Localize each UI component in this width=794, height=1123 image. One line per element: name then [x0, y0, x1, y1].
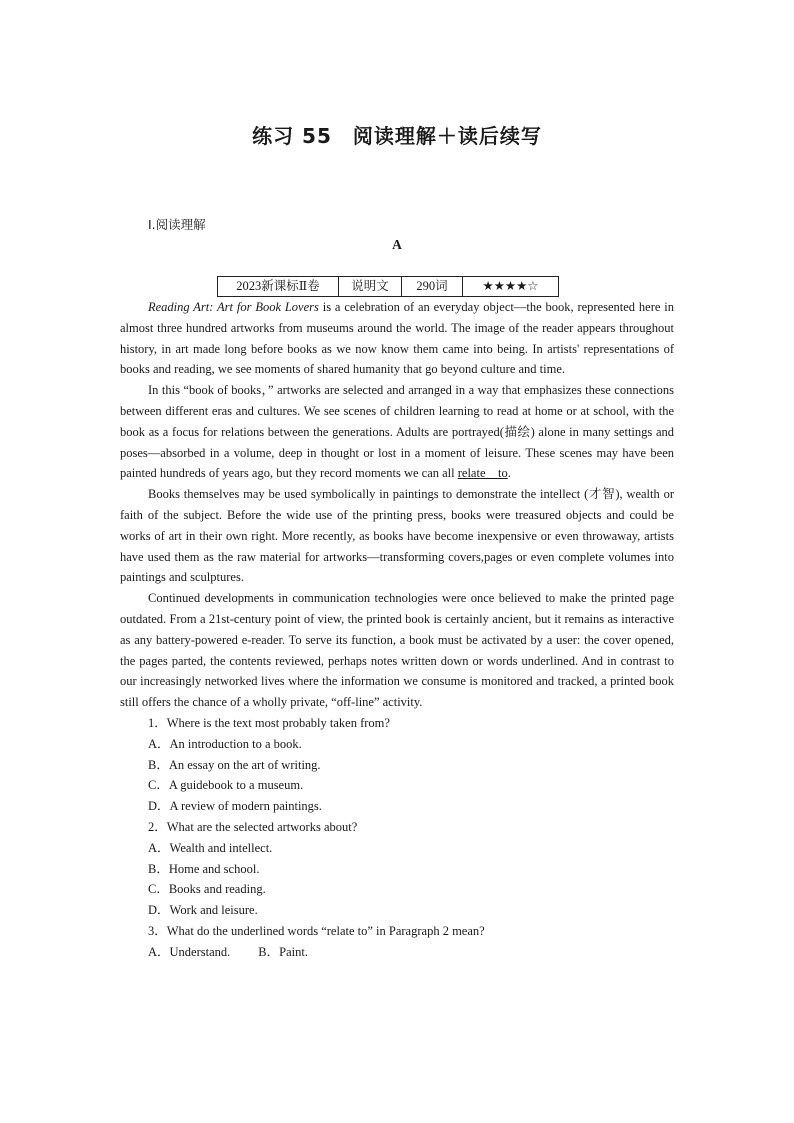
book-title: Reading Art: Art for Book Lovers — [148, 300, 319, 314]
page-title: 练习 55 阅读理解＋读后续写 — [252, 124, 542, 148]
paragraph-1-text: is a celebration of an everyday object—the book, represented here in almost three hundred artworks from museums around the world. The image of the reader appears throughout history, in art made long before books as we now know them came into being. In artists' representations of books and reading, we see moments of shared humanity that go beyond culture and time. — [120, 300, 674, 377]
q1-option-a[interactable]: A．An introduction to a book. — [148, 736, 302, 751]
paragraph-4: Continued developments in communication technologies were once believed to make the printed page outdated. From a 21st-century point of view, the printed book is certainly ancient, but it remains as interactive as any battery-powered e-reader. To serve its function, a book must be activated by a user: the cover opened, the pages parted, the contents reviewed, perhaps notes written down or words underlined. And in contrast to our increasingly networked lives where the information we consume is monitored and tracked, a printed book still offers the chance of a wholly private, “off-line” activity. — [120, 591, 674, 710]
question-3: 3．What do the underlined words “relate to” in Paragraph 2 mean? — [148, 923, 485, 938]
q1-option-d[interactable]: D．A review of modern paintings. — [148, 799, 322, 814]
info-source: 2023新课标Ⅱ卷 — [218, 277, 339, 297]
paragraph-2 — [120, 380, 674, 484]
info-difficulty: ★★★★☆ — [463, 277, 559, 297]
question-1: 1．Where is the text most probably taken from? — [148, 715, 390, 730]
q1-option-b[interactable]: B．An essay on the art of writing. — [148, 757, 321, 772]
underlined-phrase: relate to — [457, 466, 508, 481]
paragraph-2-end: . — [507, 466, 511, 481]
q3-option-a[interactable]: A．Understand. — [148, 944, 231, 959]
question-2: 2．What are the selected artworks about? — [148, 819, 358, 834]
q2-option-b[interactable]: B．Home and school. — [148, 861, 260, 876]
q2-option-c[interactable]: C．Books and reading. — [148, 882, 266, 897]
q2-option-a[interactable]: A．Wealth and intellect. — [148, 840, 273, 855]
section-heading: Ⅰ.阅读理解 — [148, 217, 206, 232]
q3-options-row — [120, 942, 674, 963]
info-word-count: 290词 — [402, 277, 463, 297]
q2-option-d[interactable]: D．Work and leisure. — [148, 903, 258, 918]
paragraph-2-text: In this “book of books，” artworks are selected and arranged in a way that emphasizes these connections between different eras and cultures. We see scenes of children learning to read at home or at school, with the book as a focus for relations between the generations. Adults are portrayed(描绘) alone in many settings and poses—absorbed in a volume, deep in thought or lost in a moment of leisure. These scenes may have been painted hundreds of years ago, but they record moments we can all — [120, 383, 674, 481]
q3-option-b[interactable]: B．Paint. — [258, 944, 308, 959]
info-genre: 说明文 — [339, 277, 402, 297]
paragraph-1 — [120, 297, 674, 380]
passage-label: A — [392, 237, 402, 252]
article-content — [120, 297, 674, 963]
paragraph-3: Books themselves may be used symbolically in paintings to demonstrate the intellect (才智), wealth or faith of the subject. Before the wide use of the printing press, books were treasured objects and could be works of art in their own right. More recently, as books have become inexpensive or even throwaway, artists have used them as the raw material for artworks—transforming covers,pages or even complete volumes into paintings and sculptures. — [120, 487, 674, 585]
q1-option-c[interactable]: C．A guidebook to a museum. — [148, 778, 304, 793]
info-table — [217, 276, 559, 297]
